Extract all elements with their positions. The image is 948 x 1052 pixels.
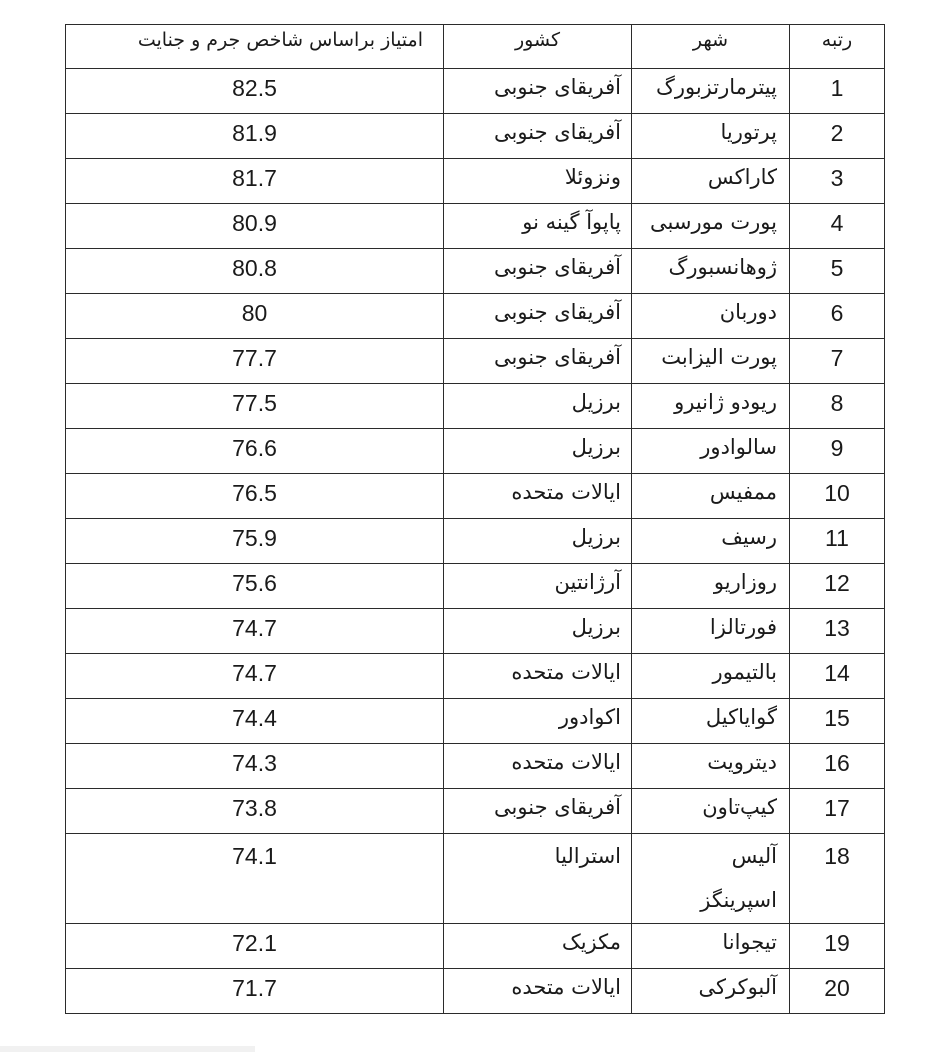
score-cell: 74.4 xyxy=(66,699,444,744)
country-cell: آفریقای جنوبی xyxy=(444,339,632,384)
bottom-scroll-strip xyxy=(0,1046,255,1052)
city-cell: فورتالزا xyxy=(632,609,790,654)
score-cell: 74.3 xyxy=(66,744,444,789)
table-header-row xyxy=(66,25,885,69)
city-cell: رسیف xyxy=(632,519,790,564)
score-cell: 73.8 xyxy=(66,789,444,834)
table-row xyxy=(66,204,885,249)
score-cell: 81.7 xyxy=(66,159,444,204)
rank-cell: 15 xyxy=(790,699,885,744)
table-row xyxy=(66,294,885,339)
rank-cell: 3 xyxy=(790,159,885,204)
city-cell: کیپ‌تاون xyxy=(632,789,790,834)
score-cell: 74.7 xyxy=(66,609,444,654)
city-cell xyxy=(632,834,790,924)
table-row xyxy=(66,249,885,294)
table-row xyxy=(66,789,885,834)
table-row xyxy=(66,654,885,699)
country-cell: برزیل xyxy=(444,519,632,564)
score-cell: 71.7 xyxy=(66,969,444,1014)
city-cell: گوایاکیل xyxy=(632,699,790,744)
city-cell: پیترمارتزبورگ xyxy=(632,69,790,114)
country-cell: آرژانتین xyxy=(444,564,632,609)
city-cell: دیترویت xyxy=(632,744,790,789)
country-cell: آفریقای جنوبی xyxy=(444,294,632,339)
rank-cell: 10 xyxy=(790,474,885,519)
city-cell-line-1: آلیس xyxy=(731,844,777,868)
score-cell: 74.7 xyxy=(66,654,444,699)
table-row xyxy=(66,384,885,429)
rank-cell: 20 xyxy=(790,969,885,1014)
score-cell: 75.6 xyxy=(66,564,444,609)
rank-cell: 1 xyxy=(790,69,885,114)
table-row xyxy=(66,429,885,474)
score-cell: 77.7 xyxy=(66,339,444,384)
country-cell: ایالات متحده xyxy=(444,969,632,1014)
table-row xyxy=(66,924,885,969)
table-row xyxy=(66,519,885,564)
table-row xyxy=(66,969,885,1014)
score-cell: 80.8 xyxy=(66,249,444,294)
city-cell: ریودو ژانیرو xyxy=(632,384,790,429)
rank-cell: 11 xyxy=(790,519,885,564)
city-cell-line-2: اسپرینگز xyxy=(700,888,777,912)
city-cell: پورت الیزابت xyxy=(632,339,790,384)
score-cell: 72.1 xyxy=(66,924,444,969)
table-row xyxy=(66,114,885,159)
city-cell: بالتیمور xyxy=(632,654,790,699)
city-cell: ژوهانسبورگ xyxy=(632,249,790,294)
score-cell: 75.9 xyxy=(66,519,444,564)
country-cell: ایالات متحده xyxy=(444,474,632,519)
score-cell: 80.9 xyxy=(66,204,444,249)
rank-cell: 9 xyxy=(790,429,885,474)
score-cell: 74.1 xyxy=(66,834,444,924)
rank-cell: 12 xyxy=(790,564,885,609)
country-cell: ونزوئلا xyxy=(444,159,632,204)
rank-cell: 2 xyxy=(790,114,885,159)
crime-index-table xyxy=(65,24,885,1014)
country-cell: آفریقای جنوبی xyxy=(444,114,632,159)
country-cell: پاپوآ گینه نو xyxy=(444,204,632,249)
table-row xyxy=(66,69,885,114)
city-cell: دوربان xyxy=(632,294,790,339)
city-cell: روزاریو xyxy=(632,564,790,609)
country-cell: اکوادور xyxy=(444,699,632,744)
rank-cell: 8 xyxy=(790,384,885,429)
table-row xyxy=(66,834,885,924)
country-cell: استرالیا xyxy=(444,834,632,924)
rank-cell: 6 xyxy=(790,294,885,339)
country-cell: آفریقای جنوبی xyxy=(444,789,632,834)
rank-cell: 5 xyxy=(790,249,885,294)
table-row xyxy=(66,564,885,609)
rank-cell: 16 xyxy=(790,744,885,789)
score-cell: 80 xyxy=(66,294,444,339)
crime-index-table-container xyxy=(65,24,885,1014)
city-cell: آلبوکرکی xyxy=(632,969,790,1014)
country-cell: برزیل xyxy=(444,384,632,429)
score-cell: 76.5 xyxy=(66,474,444,519)
score-cell: 76.6 xyxy=(66,429,444,474)
rank-cell: 7 xyxy=(790,339,885,384)
header-city: شهر xyxy=(632,25,790,69)
table-row xyxy=(66,474,885,519)
city-cell: پورت مورسبی xyxy=(632,204,790,249)
city-cell: تیجوانا xyxy=(632,924,790,969)
rank-cell: 4 xyxy=(790,204,885,249)
city-cell: کاراکس xyxy=(632,159,790,204)
country-cell: آفریقای جنوبی xyxy=(444,249,632,294)
header-rank: رتبه xyxy=(790,25,885,69)
country-cell: آفریقای جنوبی xyxy=(444,69,632,114)
city-cell: ممفیس xyxy=(632,474,790,519)
score-cell: 82.5 xyxy=(66,69,444,114)
score-cell: 81.9 xyxy=(66,114,444,159)
rank-cell: 18 xyxy=(790,834,885,924)
city-cell: سالوادور xyxy=(632,429,790,474)
country-cell: مکزیک xyxy=(444,924,632,969)
city-cell: پرتوریا xyxy=(632,114,790,159)
score-cell: 77.5 xyxy=(66,384,444,429)
table-row xyxy=(66,699,885,744)
rank-cell: 14 xyxy=(790,654,885,699)
table-row xyxy=(66,159,885,204)
table-row xyxy=(66,339,885,384)
table-row xyxy=(66,609,885,654)
rank-cell: 17 xyxy=(790,789,885,834)
table-row xyxy=(66,744,885,789)
country-cell: ایالات متحده xyxy=(444,744,632,789)
header-country: کشور xyxy=(444,25,632,69)
country-cell: برزیل xyxy=(444,429,632,474)
country-cell: ایالات متحده xyxy=(444,654,632,699)
country-cell: برزیل xyxy=(444,609,632,654)
rank-cell: 19 xyxy=(790,924,885,969)
header-score: امتیاز براساس شاخص جرم و جنایت xyxy=(66,25,444,69)
rank-cell: 13 xyxy=(790,609,885,654)
